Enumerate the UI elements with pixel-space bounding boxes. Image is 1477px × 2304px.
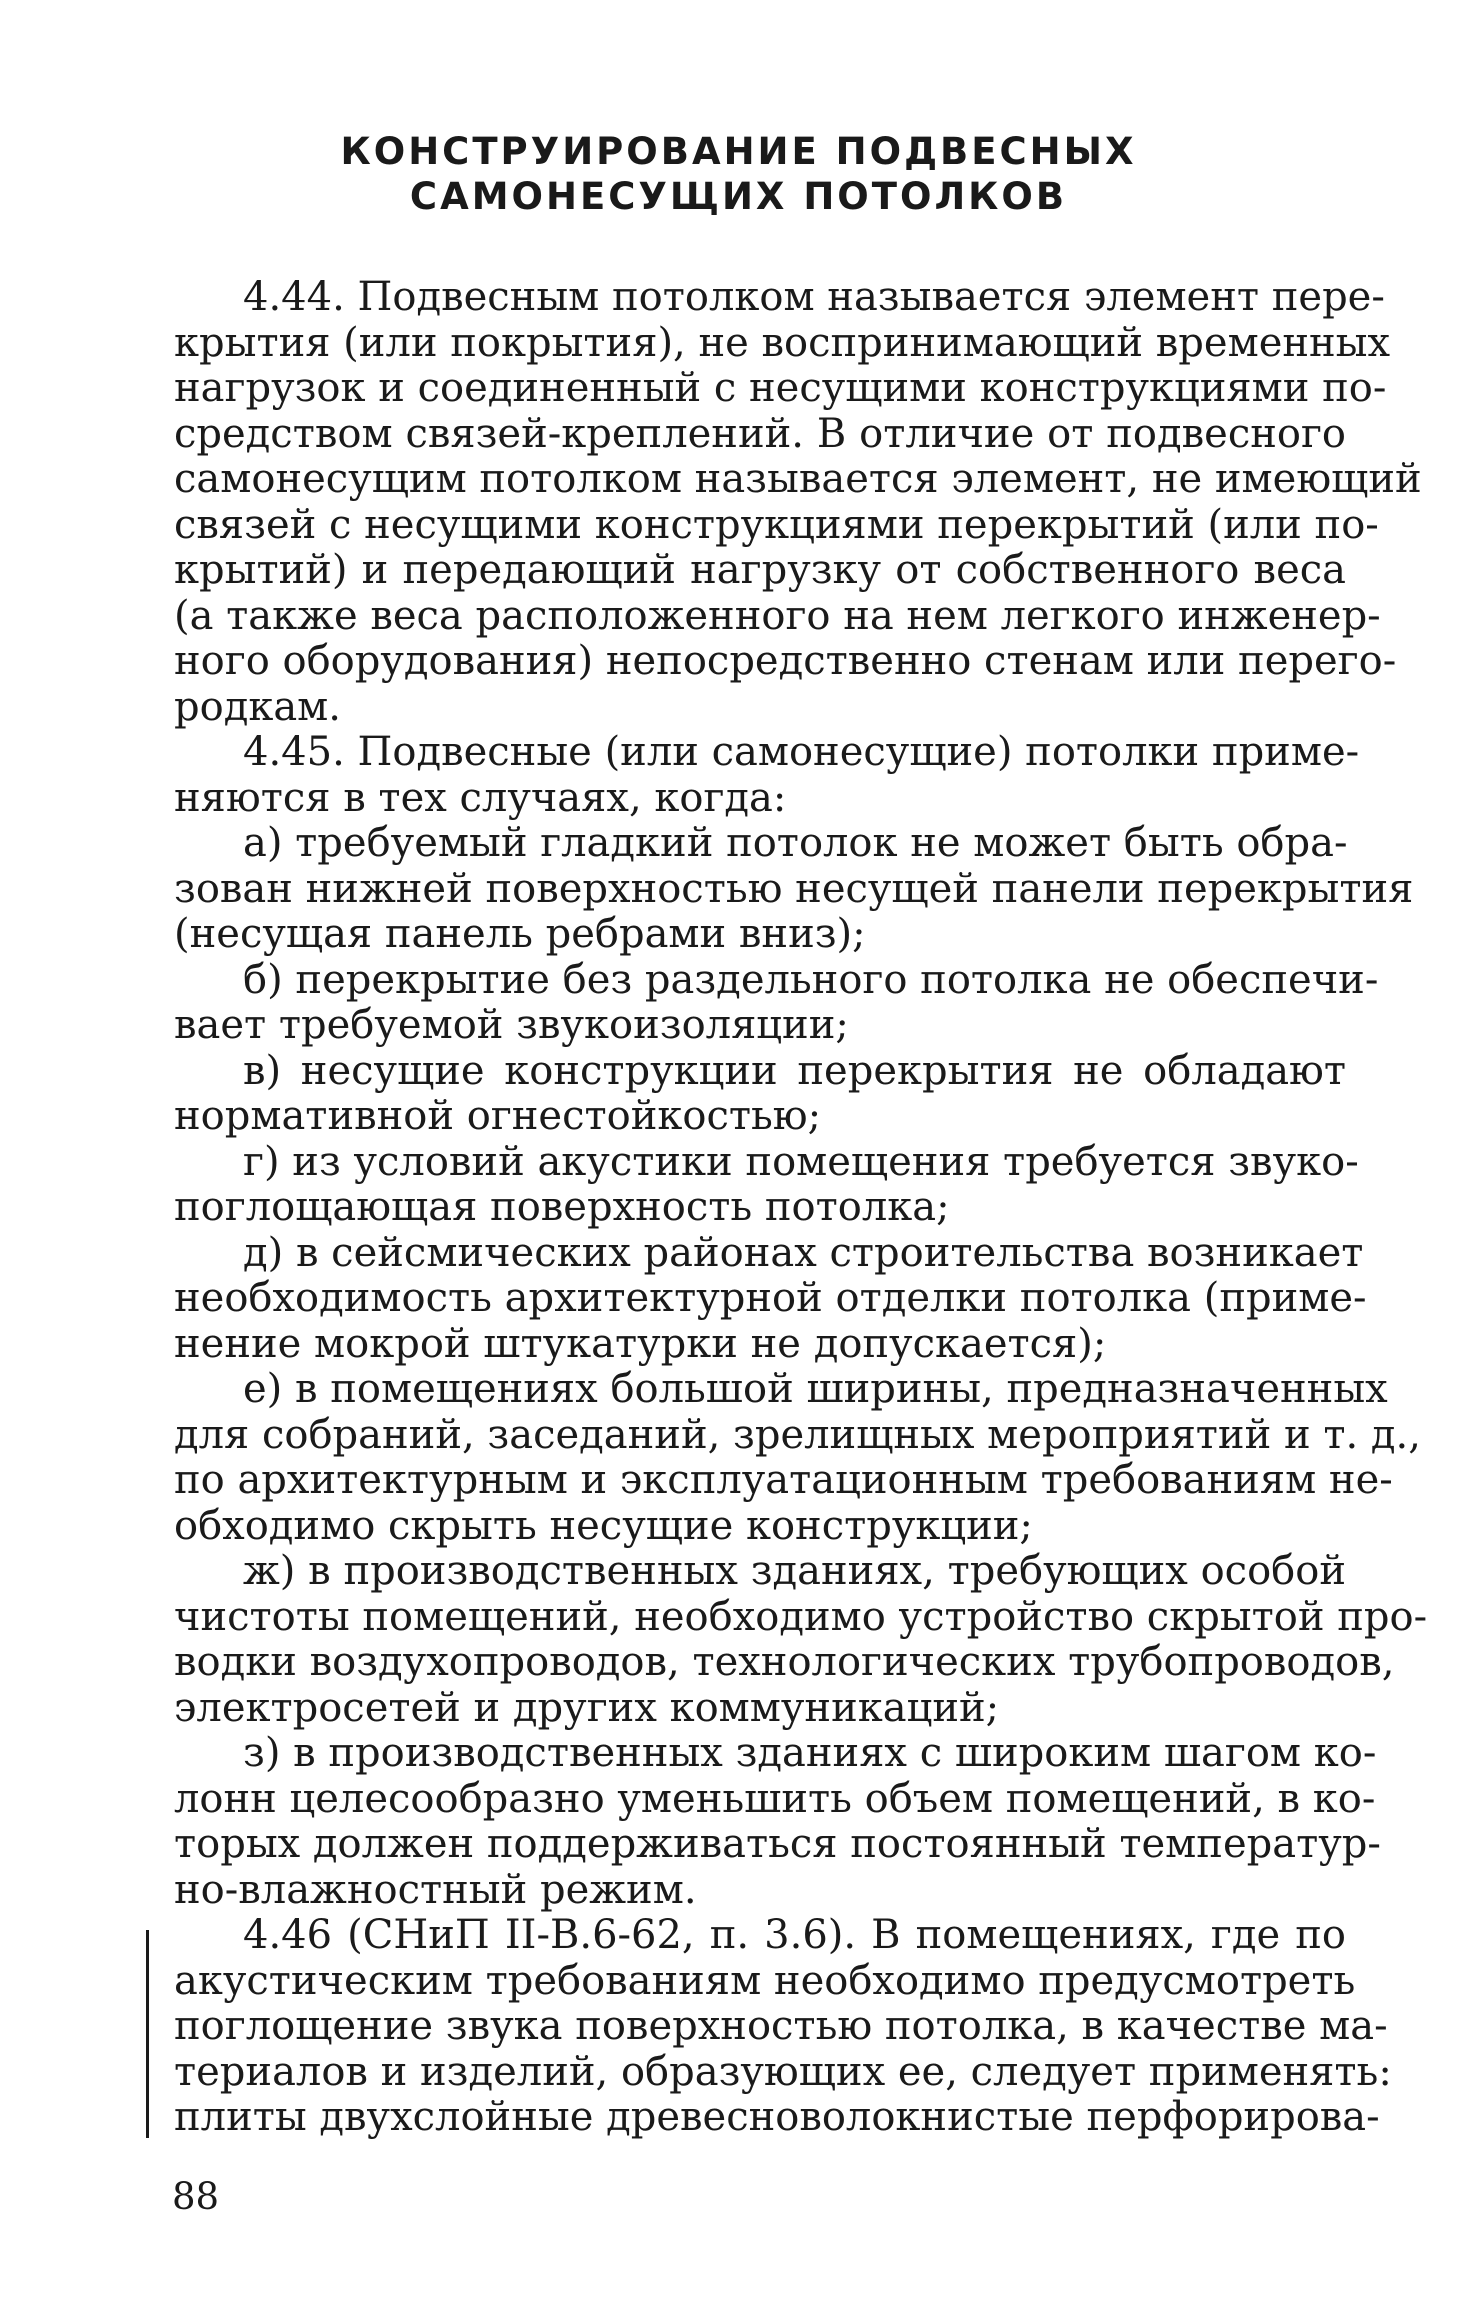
text-line: плиты двухслойные древесноволокнистые перфорирова-	[174, 2094, 1380, 2140]
text-line: связей с несущими конструкциями перекрытий (или по-	[174, 502, 1379, 548]
text-line: самонесущим потолком называется элемент, не имеющий	[174, 456, 1422, 502]
text-line: нение мокрой штукатурки не допускается);	[174, 1321, 1107, 1367]
text-line: чистоты помещений, необходимо устройство скрытой про-	[174, 1594, 1428, 1640]
margin-change-bar	[146, 1930, 149, 2138]
text-line: ного оборудования) непосредственно стенам или перего-	[174, 638, 1397, 684]
text-line: 4.46 (СНиП II-В.6-62, п. 3.6). В помещениях, где по	[243, 1912, 1346, 1958]
text-line: торых должен поддерживаться постоянный температур-	[174, 1821, 1381, 1867]
list-item-z: з) в производственных зданиях с широким шагом ко-	[243, 1730, 1377, 1776]
text-line: (несущая панель ребрами вниз);	[174, 911, 866, 957]
list-item-g: г) из условий акустики помещения требуется звуко-	[243, 1139, 1359, 1185]
text-line: нормативной огнестойкостью;	[174, 1093, 822, 1139]
text-line: нагрузок и соединенный с несущими конструкциями по-	[174, 365, 1387, 411]
text-line: лонн целесообразно уменьшить объем помещений, в ко-	[174, 1776, 1376, 1822]
text-line: вает требуемой звукоизоляции;	[174, 1002, 849, 1048]
text-line: крытия (или покрытия), не воспринимающий временных	[174, 320, 1391, 366]
text-line: по архитектурным и эксплуатационным требованиям не-	[174, 1457, 1393, 1503]
text-line: электросетей и других коммуникаций;	[174, 1685, 1000, 1731]
text-line: акустическим требованиям необходимо предусмотреть	[174, 1958, 1356, 2004]
text-line: поглощение звука поверхностью потолка, в качестве ма-	[174, 2003, 1388, 2049]
text-line: водки воздухопроводов, технологических трубопроводов,	[174, 1639, 1395, 1685]
text-line: 4.44. Подвесным потолком называется элемент пере-	[243, 274, 1385, 320]
text-line: поглощающая поверхность потолка;	[174, 1184, 950, 1230]
list-item-a: а) требуемый гладкий потолок не может быть обра-	[243, 820, 1348, 866]
text-line: териалов и изделий, образующих ее, следует применять:	[174, 2049, 1392, 2095]
text-line: но-влажностный режим.	[174, 1867, 697, 1913]
page-number: 88	[172, 2175, 220, 2218]
text-line: крытий) и передающий нагрузку от собственного веса	[174, 547, 1346, 593]
section-title-line-1: КОНСТРУИРОВАНИЕ ПОДВЕСНЫХ	[340, 130, 1137, 173]
text-line: няются в тех случаях, когда:	[174, 775, 787, 821]
text-line: (а также веса расположенного на нем легкого инженер-	[174, 593, 1381, 639]
list-item-b: б) перекрытие без раздельного потолка не обеспечи-	[243, 957, 1379, 1003]
list-item-zh: ж) в производственных зданиях, требующих особой	[243, 1548, 1346, 1594]
section-title-line-2: САМОНЕСУЩИХ ПОТОЛКОВ	[409, 175, 1068, 218]
text-line: средством связей-креплений. В отличие от подвесного	[174, 411, 1346, 457]
text-line: обходимо скрыть несущие конструкции;	[174, 1503, 1033, 1549]
list-item-e: е) в помещениях большой ширины, предназначенных	[243, 1366, 1388, 1412]
list-item-d: д) в сейсмических районах строительства возникает	[243, 1230, 1364, 1276]
list-item-v: в) несущие конструкции перекрытия не обладают	[243, 1048, 1346, 1094]
text-line: зован нижней поверхностью несущей панели перекрытия	[174, 866, 1414, 912]
text-line: родкам.	[174, 684, 341, 730]
text-line: необходимость архитектурной отделки потолка (приме-	[174, 1275, 1367, 1321]
text-line: для собраний, заседаний, зрелищных мероприятий и т. д.,	[174, 1412, 1421, 1458]
text-line: 4.45. Подвесные (или самонесущие) потолки приме-	[243, 729, 1360, 775]
